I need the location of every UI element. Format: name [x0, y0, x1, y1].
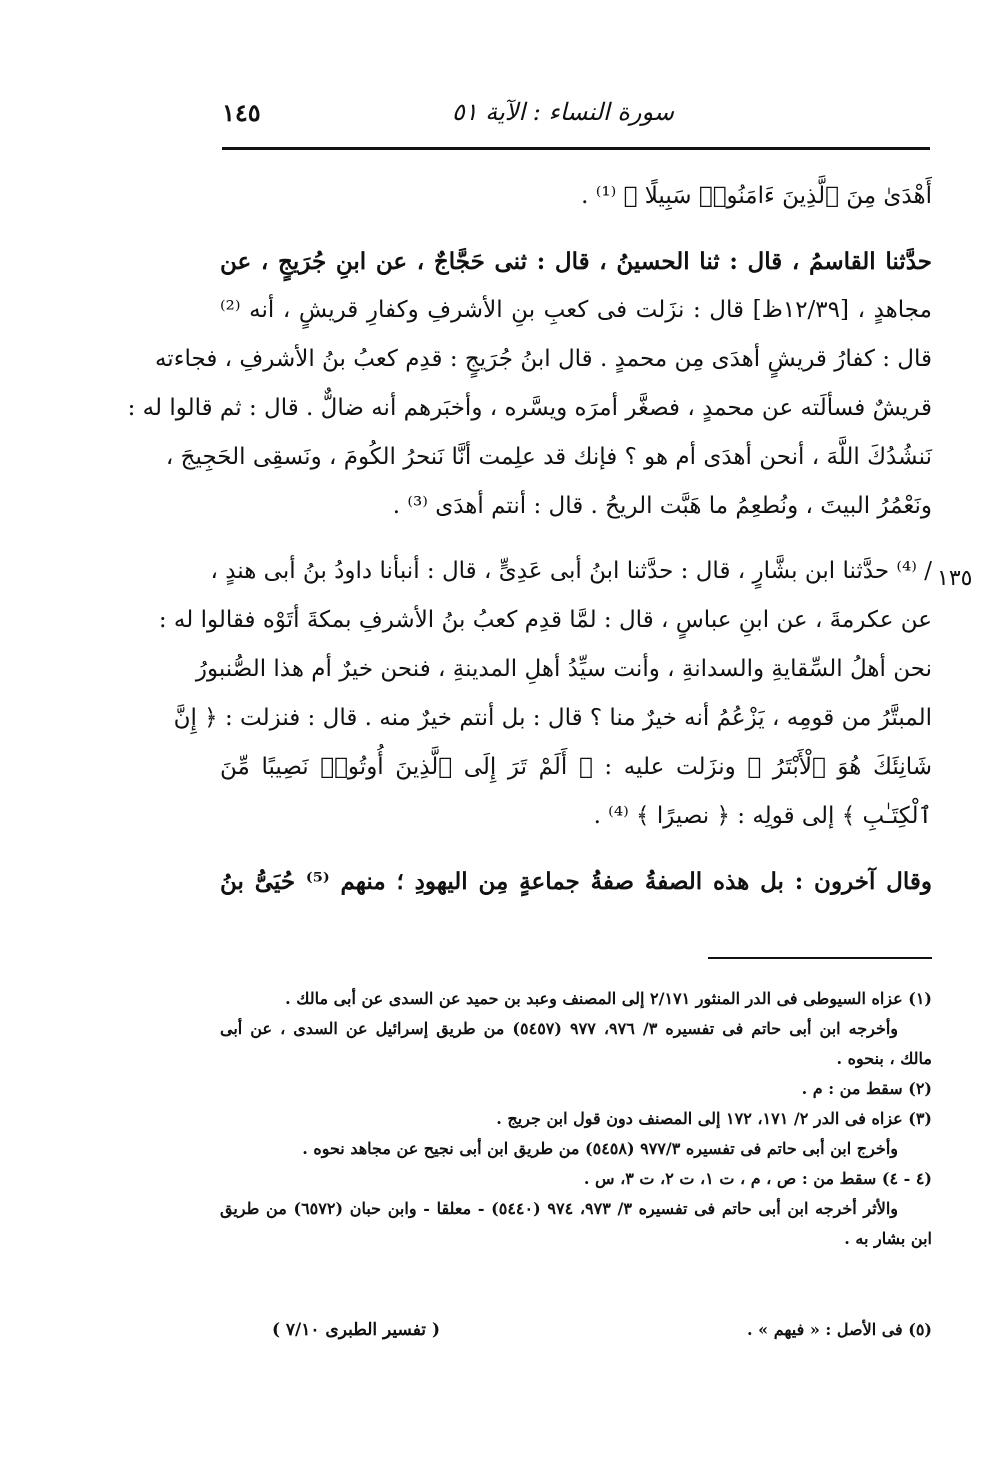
text-line: ٱلْكِتَـٰبِ ﴾ إلى قولِه : ﴿ نصيرًا ﴾ ⁽⁴⁾ .	[593, 803, 932, 829]
footnote-line: والأثر أخرجه ابن أبى حاتم فى تفسيره ٣/ ٩٧٣، ٩٧٤ (٥٤٤٠) - معلقا - وابن حبان (٦٥٧٢) من طريق	[220, 1199, 899, 1218]
page-header	[222, 96, 930, 140]
footnote-line: وأخرج ابن أبى حاتم فى تفسيره ٩٧٧/٣ (٥٤٥٨) من طريق ابن أبى نجيح عن مجاهد نحوه .	[302, 1139, 898, 1158]
page-number: ١٤٥	[222, 98, 261, 127]
text-line: حدَّثنا القاسمُ ، قال : ثنا الحسينُ ، قال : ثنى حَجَّاجٌ ، عن ابنِ جُرَيجٍ ، عن	[220, 248, 932, 275]
book-signature: ( تفسير الطبرى ٧/١٠ )	[271, 1320, 440, 1340]
text-line: / ⁽⁴⁾ حدَّثنا ابن بشَّارٍ ، قال : حدَّثنا ابنُ أبى عَدِىٍّ ، قال : أنبأنا داودُ بنُ أبى هندٍ ،	[210, 558, 932, 584]
footnote-line: (٣) عزاه فى الدر ٢/ ١٧١، ١٧٢ إلى المصنف دون قول ابن جريج .	[496, 1109, 932, 1128]
text-line: نَنشُدُكَ اللَّهَ ، أنحن أهدَى أم هو ؟ فإنك قد علِمت أنَّا نَنحرُ الكُومَ ، ونَسقِى الحَجِيجَ ،	[165, 444, 932, 470]
sura-title: سورة النساء : الآية ٥١	[451, 98, 674, 126]
footnote-line: (١) عزاه السيوطى فى الدر المنثور ٢/١٧١ إلى المصنف وعبد بن حميد عن السدى عن أبى مالك .	[285, 989, 932, 1008]
text-line: عن عكرمةَ ، عن ابنِ عباسٍ ، قال : لمَّا قدِم كعبُ بنُ الأشرفِ بمكةَ أتَوْه فقالوا له :	[158, 607, 932, 633]
text-line: أَهْدَىٰ مِنَ ٱلَّذِينَ ءَامَنُوا۟ سَبِيلًا ﴾ ⁽¹⁾ .	[581, 183, 932, 209]
footnote-line: (٥) فى الأصل : « فيهم » .	[747, 1320, 932, 1339]
text-line: وقال آخرون : بل هذه الصفةُ صفةُ جماعةٍ مِن اليهودِ ؛ منهم ⁽⁵⁾ حُيَىُّ بنُ	[220, 868, 933, 895]
footnote-rule	[708, 957, 932, 959]
text-line: قال : كفارُ قريشٍ أهدَى مِن محمدٍ . قال ابنُ جُرَيجٍ : قدِم كعبُ بنُ الأشرفِ ، فجاءته	[154, 346, 932, 372]
header-rule	[222, 147, 930, 150]
text-line: نحن أهلُ السِّقايةِ والسدانةِ ، وأنت سيِّدُ أهلِ المدينةِ ، فنحن خيرٌ أم هذا الصُّنبورُ	[195, 656, 932, 682]
footnote-line: وأخرجه ابن أبى حاتم فى تفسيره ٣/ ٩٧٦، ٩٧٧ (٥٤٥٧) من طريق إسرائيل عن السدى ، عن أبى	[220, 1019, 899, 1038]
text-line: قريشٌ فسألَته عن محمدٍ ، فصغَّر أمرَه ويسَّره ، وأخبَرهم أنه ضالٌّ . قال : ثم قالوا له :	[127, 395, 932, 421]
text-line: المبتَّرُ من قومِه ، يَزْعُمُ أنه خيرٌ منا ؟ قال : بل أنتم خيرٌ منه . قال : فنزلت : ﴿ إِنَّ	[173, 705, 932, 731]
footnote-line: (٤ - ٤) سقط من : ص ، م ، ت ١، ت ٢، ت ٣، س .	[583, 1169, 932, 1188]
footnote-line: مالك ، بنحوه .	[836, 1049, 932, 1068]
footnote-line: ابن بشار به .	[844, 1229, 932, 1248]
text-line: شَانِئَكَ هُوَ ٱلْأَبْتَرُ ﴾ ونزَلت عليه : ﴿ أَلَمْ تَرَ إِلَى ٱلَّذِينَ أُوتُوا۟ نَصِيبًا مِّنَ	[220, 754, 932, 780]
footnotes	[220, 984, 932, 1254]
main-text	[127, 172, 933, 906]
margin-page-number: ١٣٥	[937, 566, 973, 591]
text-line: ونَعْمُرُ البيتَ ، ونُطعِمُ ما هَبَّت الريحُ . قال : أنتم أهدَى ⁽³⁾ .	[392, 493, 932, 519]
text-line: مجاهدٍ ، [١٢/٣٩ظ] قال : نزَلت فى كعبِ بنِ الأشرفِ وكفارِ قريشٍ ، أنه ⁽²⁾	[220, 297, 932, 323]
footnote-line: (٢) سقط من : م .	[801, 1079, 932, 1098]
